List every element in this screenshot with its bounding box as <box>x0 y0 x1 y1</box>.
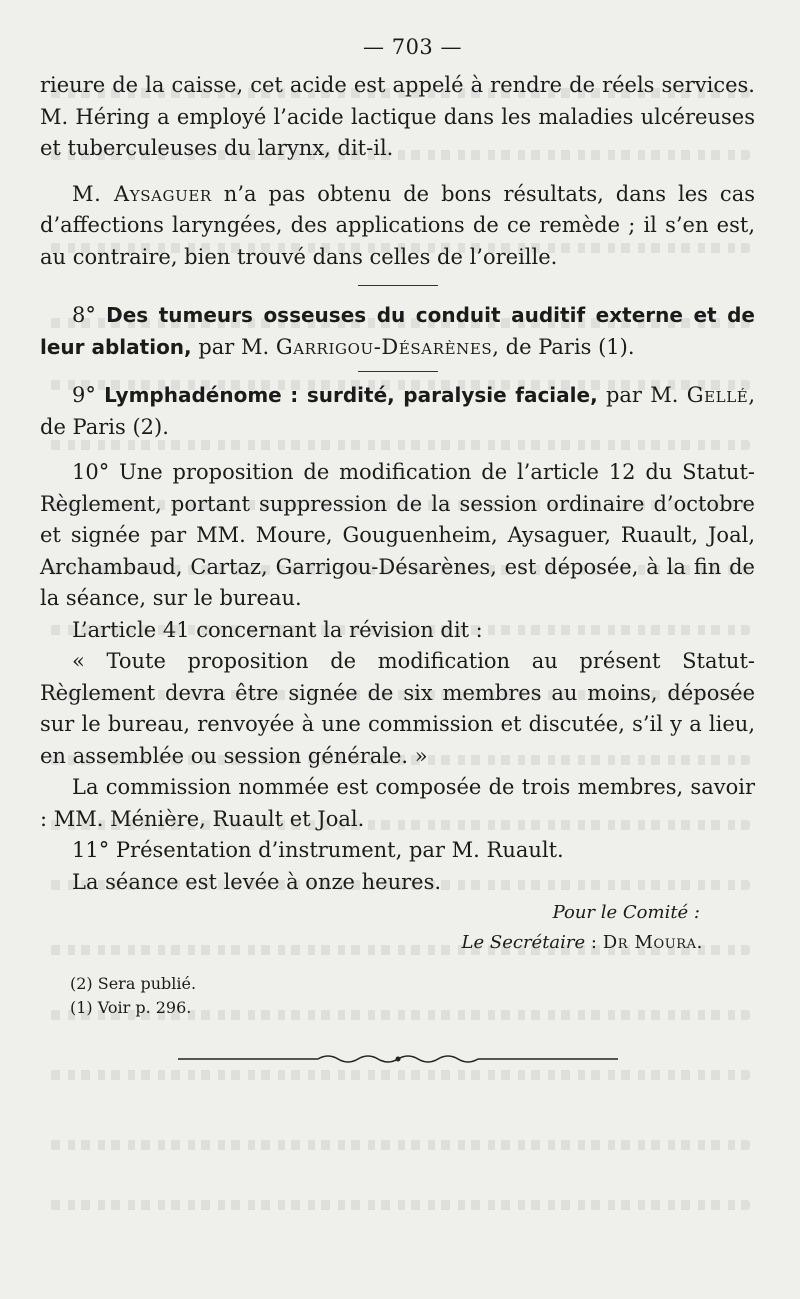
signature-committee: Pour le Comité : <box>552 902 700 923</box>
item-9-author: Gellé <box>686 383 749 407</box>
item-divider <box>358 371 438 372</box>
item-10: 10° Une proposition de modification de l’article 12 du Statut-Règlement, portant suppression de la session ordinaire d’octobre et signée par MM. Moure, Gouguenheim, Aysaguer, Ruault, Joal, Archambaud, Cartaz, Garrigou-Désarènes, est déposée, à la fin de la séance, sur le bureau. <box>40 460 755 610</box>
author-aysaguer: M. Aysaguer <box>72 181 212 206</box>
item-8-title: Des tumeurs osseuses du conduit auditif externe et de leur ablation, <box>40 303 755 359</box>
section-divider <box>358 285 438 286</box>
footnote-2: (2) Sera publié. <box>70 974 197 993</box>
item-9-number: 9° <box>72 383 105 407</box>
item-8 <box>40 300 755 363</box>
item-9-title: Lymphadénome : surdité, paralysie faciale, <box>104 383 598 407</box>
secretary-name: Dr Moura. <box>602 932 703 953</box>
secretary-label: Le Secrétaire <box>461 932 586 953</box>
item-9 <box>40 380 755 443</box>
commission-paragraph: La commission nommée est composée de trois membres, savoir : MM. Ménière, Ruault et Joal. <box>40 775 755 831</box>
article-41-quote: « Toute proposition de modification au présent Statut-Règlement devra être signée de six membres au moins, déposée sur le bureau, renvoyée à une commission et discutée, s’il y a lieu, en assemblée ou session générale. » <box>40 649 755 768</box>
item-8-number: 8° <box>72 303 107 327</box>
signature-secretary <box>40 928 755 958</box>
end-ornament <box>178 1052 618 1066</box>
secretary-sep: : <box>585 932 603 953</box>
item-9-rest: , de Paris (2). <box>40 383 755 439</box>
item-9-by: par M. <box>597 383 687 407</box>
paragraph-acide-lactique: rieure de la caisse, cet acide est appelé à rendre de réels services. M. Héring a employé l’acide lactique dans les maladies ulcéreuses et tuberculeuses du larynx, dit-il. <box>40 73 755 160</box>
item-8-author: Garrigou-Désarènes <box>275 334 493 359</box>
paragraph-aysaguer-text: n’a pas obtenu de bons résultats, dans les cas d’affections laryngées, des applications de ce remède ; il s’en est, au contraire, bien trouvé dans celles de l’oreille. <box>40 181 755 269</box>
item-8-rest: , de Paris (1). <box>492 334 635 359</box>
paragraph-aysaguer <box>40 179 755 274</box>
footnote-1: (1) Voir p. 296. <box>70 998 192 1017</box>
closing-line: La séance est levée à onze heures. <box>72 869 442 894</box>
footnotes <box>40 972 755 1020</box>
item-11: 11° Présentation d’instrument, par M. Ruault. <box>72 838 564 862</box>
page-number: — 703 — <box>363 35 462 59</box>
item-8-by: par M. <box>191 334 276 359</box>
article-41-intro: L’article 41 concernant la révision dit : <box>72 617 483 642</box>
document-page <box>40 30 755 1066</box>
